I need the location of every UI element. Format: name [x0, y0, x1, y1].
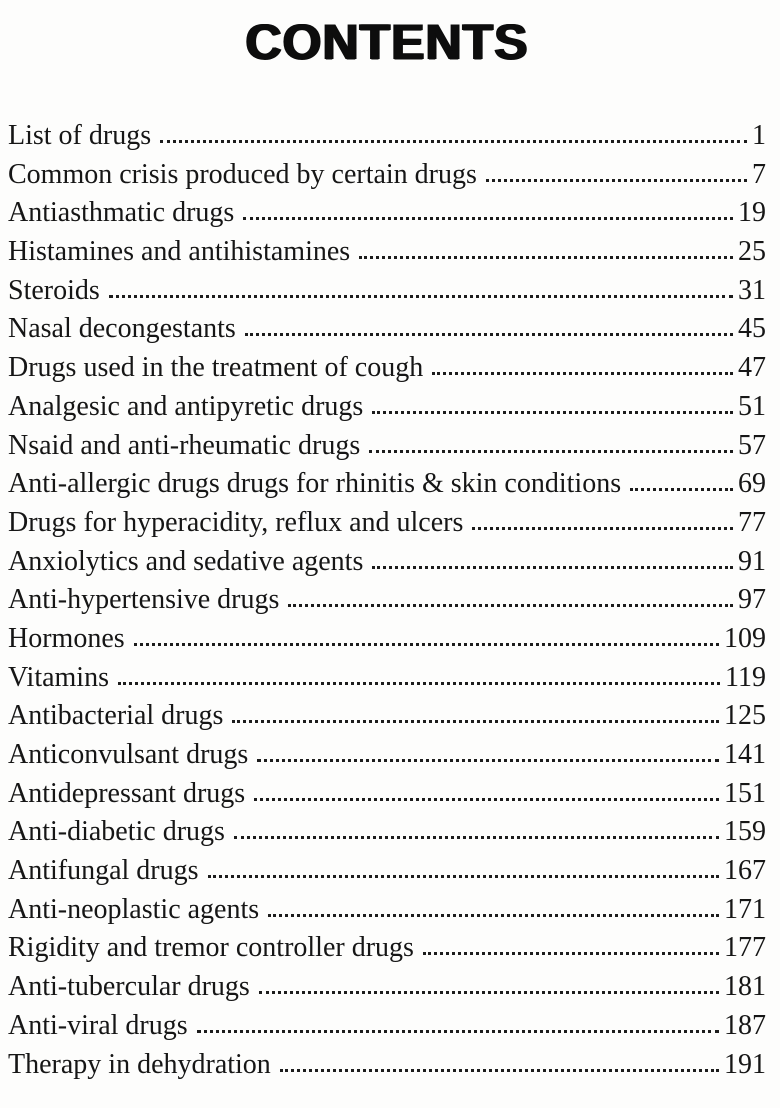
toc-entry — [8, 584, 766, 623]
dot-leader — [234, 836, 719, 839]
toc-entry-title: Antiasthmatic drugs — [8, 197, 235, 229]
toc-entry-page: 1 — [752, 120, 766, 151]
toc-entry-title: Steroids — [8, 274, 100, 306]
toc-entry — [8, 932, 766, 971]
toc-entry-title: Antidepressant drugs — [8, 777, 246, 809]
toc-entry-title: Common crisis produced by certain drugs — [8, 158, 477, 190]
toc-entry-page: 119 — [725, 661, 766, 693]
toc-entry — [8, 778, 766, 817]
toc-entry — [8, 391, 766, 430]
toc-entry-title: Hormones — [8, 622, 125, 654]
toc-entry-page: 19 — [738, 197, 766, 229]
toc-entry-page: 25 — [738, 236, 766, 268]
toc-entry-page: 51 — [738, 390, 766, 422]
toc-entry-page: 151 — [724, 777, 766, 809]
toc-entry-title: Anti-neoplastic agents — [8, 893, 260, 925]
page-title: CONTENTS — [245, 14, 529, 70]
toc-entry — [8, 236, 766, 275]
toc-entry — [8, 430, 766, 469]
toc-entry-title: Therapy in dehydration — [8, 1048, 271, 1080]
toc-entry — [8, 662, 766, 701]
dot-leader — [118, 682, 720, 685]
toc-entry-title: Anti-tubercular drugs — [8, 971, 250, 1003]
dot-leader — [197, 1030, 719, 1033]
dot-leader — [259, 991, 719, 994]
toc-entry-page: 167 — [724, 855, 766, 887]
toc-entry-page: 31 — [738, 274, 766, 306]
dot-leader — [369, 450, 733, 453]
toc-entry-title: Vitamins — [8, 661, 109, 693]
toc-entry-title: Rigidity and tremor controller drugs — [8, 932, 414, 964]
dot-leader — [160, 140, 747, 143]
dot-leader — [208, 875, 719, 878]
toc-entry-page: 187 — [724, 1009, 766, 1041]
toc-entry-page: 77 — [738, 506, 766, 538]
toc-entry — [8, 739, 766, 778]
toc-entry-title: Anti-viral drugs — [8, 1009, 188, 1041]
dot-leader — [232, 720, 719, 723]
dot-leader — [372, 411, 733, 414]
toc-entry-page: 69 — [738, 468, 766, 500]
toc-entry-page: 47 — [738, 352, 766, 384]
toc-entry — [8, 352, 766, 391]
dot-leader — [423, 952, 719, 955]
toc-entry-title: Anti-hypertensive drugs — [8, 584, 280, 616]
dot-leader — [472, 527, 733, 530]
dot-leader — [288, 604, 733, 607]
toc-entry-page: 91 — [738, 545, 766, 577]
dot-leader — [254, 798, 719, 801]
toc-entry-title: Drugs used in the treatment of cough — [8, 352, 424, 384]
toc-entry-page: 181 — [724, 971, 766, 1003]
toc-entry-page: 141 — [724, 739, 766, 770]
toc-entry — [8, 971, 766, 1010]
toc-entry-title: Anti-allergic drugs drugs for rhinitis & skin conditions — [8, 468, 622, 500]
toc-entry-page: 177 — [724, 932, 766, 964]
toc-entry-title: Antibacterial drugs — [8, 700, 224, 732]
toc-entry-page: 57 — [738, 429, 766, 461]
toc-entry-page: 191 — [724, 1048, 766, 1080]
toc-entry-page: 97 — [738, 584, 766, 616]
dot-leader — [109, 295, 733, 298]
dot-leader — [268, 914, 719, 917]
toc-list — [8, 120, 766, 1087]
toc-entry-title: Analgesic and antipyretic drugs — [8, 390, 364, 422]
dot-leader — [243, 217, 733, 220]
dot-leader — [280, 1069, 719, 1072]
toc-entry-page: 7 — [752, 158, 766, 190]
dot-leader — [630, 488, 733, 491]
toc-entry — [8, 855, 766, 894]
toc-entry — [8, 546, 766, 585]
toc-entry — [8, 313, 766, 352]
toc-entry-title: List of drugs — [8, 120, 152, 151]
toc-entry — [8, 1010, 766, 1049]
toc-entry-page: 109 — [724, 622, 766, 654]
toc-entry-title: Anxiolytics and sedative agents — [8, 545, 364, 577]
toc-entry — [8, 700, 766, 739]
toc-entry-title: Anticonvulsant drugs — [8, 739, 249, 770]
toc-entry — [8, 468, 766, 507]
toc-entry-title: Drugs for hyperacidity, reflux and ulcers — [8, 506, 464, 538]
toc-entry-page: 159 — [724, 816, 766, 848]
toc-entry-page: 125 — [724, 700, 766, 732]
toc-entry — [8, 894, 766, 933]
toc-entry — [8, 623, 766, 662]
toc-entry-title: Nasal decongestants — [8, 313, 236, 345]
dot-leader — [257, 759, 719, 762]
toc-entry — [8, 159, 766, 198]
toc-entry-page: 45 — [738, 313, 766, 345]
dot-leader — [372, 566, 733, 569]
dot-leader — [359, 256, 733, 259]
toc-entry — [8, 120, 766, 159]
toc-entry — [8, 197, 766, 236]
toc-entry-title: Nsaid and anti-rheumatic drugs — [8, 429, 361, 461]
toc-entry-title: Anti-diabetic drugs — [8, 816, 225, 848]
toc-entry-page: 171 — [724, 893, 766, 925]
toc-entry-title: Histamines and antihistamines — [8, 236, 351, 268]
toc-entry — [8, 275, 766, 314]
toc-entry — [8, 1049, 766, 1088]
dot-leader — [134, 643, 719, 646]
toc-entry — [8, 507, 766, 546]
dot-leader — [432, 372, 733, 375]
dot-leader — [486, 179, 747, 182]
dot-leader — [245, 333, 733, 336]
toc-entry — [8, 816, 766, 855]
toc-entry-title: Antifungal drugs — [8, 855, 199, 887]
